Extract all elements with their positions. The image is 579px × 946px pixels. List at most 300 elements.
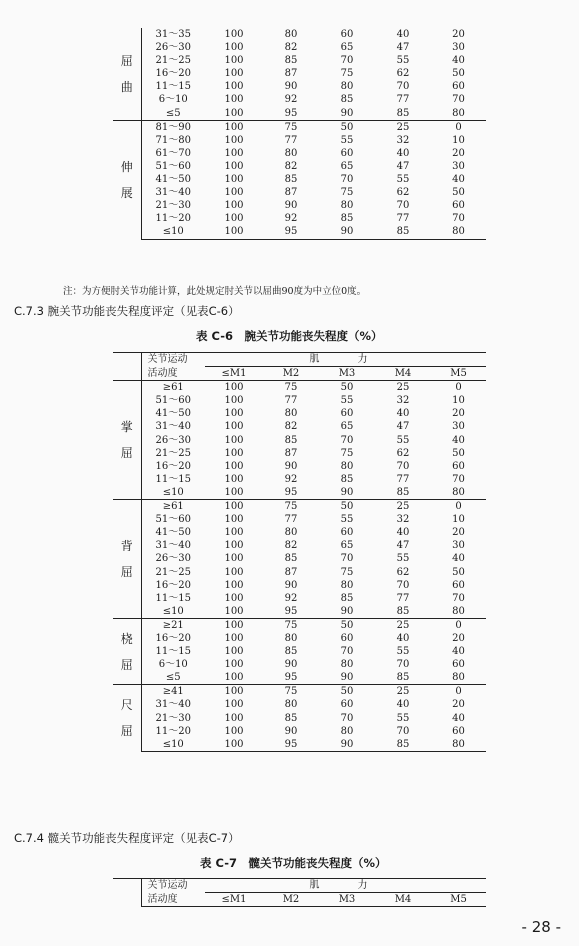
value-cell: 82 [284,42,298,54]
value-cell: 47 [396,540,410,552]
value-cell: 80 [452,605,465,617]
table-row [113,592,486,605]
value-cell: 80 [340,81,354,93]
value-cell: 100 [224,473,244,485]
value-cell: 90 [319,225,375,239]
value-cell: 10 [452,395,465,407]
value-cell: 85 [396,605,410,617]
value-cell: 85 [396,107,410,119]
value-cell: 47 [396,42,410,54]
value-cell: 85 [396,672,410,684]
page-number: - 28 - [521,918,561,936]
value-cell: 47 [396,421,410,433]
range-cell: ≤10 [141,225,205,239]
range-cell: 26～30 [155,42,191,54]
value-cell: 85 [340,94,354,106]
value-cell: 80 [340,659,354,671]
group-label [113,120,141,239]
value-cell: 70 [396,725,410,737]
range-cell: ≤10 [162,605,184,617]
value-cell: 50 [319,685,375,699]
value-cell: 70 [396,659,410,671]
value-cell: 10 [452,134,465,146]
value-cell: 77 [396,94,410,106]
table-row [113,54,486,67]
value-cell: 70 [452,213,465,225]
range-cell: 41～50 [155,527,191,539]
table-row [113,526,486,539]
range-of-motion-label: 活动度 [141,893,205,907]
value-cell: 62 [396,187,410,199]
value-cell: 100 [224,134,244,146]
value-cell: 80 [452,486,465,498]
range-cell: 81～90 [141,120,205,134]
group-label-char: 伸 [120,159,133,174]
col-header: M5 [431,893,486,907]
value-cell: 85 [375,738,431,752]
table-row [113,120,486,134]
value-cell: 60 [340,527,354,539]
value-cell: 80 [284,527,298,539]
table-row [113,486,486,500]
value-cell: 75 [340,68,354,80]
range-cell: 16～20 [155,68,191,80]
group-label [113,500,141,619]
value-cell: 55 [396,174,410,186]
value-cell: 100 [205,225,263,239]
value-cell: 100 [224,107,244,119]
value-cell: 60 [452,725,465,737]
range-cell: 16～20 [155,632,191,644]
value-cell: 55 [396,553,410,565]
table-header-row [113,367,486,381]
table-row [113,473,486,486]
value-cell: 60 [452,200,465,212]
group-label-char: 展 [120,185,133,200]
range-cell: 71～80 [155,134,191,146]
table-row [113,712,486,725]
range-cell: 11～15 [155,646,191,658]
table-row [113,552,486,565]
value-cell: 100 [224,699,244,711]
value-cell: 90 [340,605,354,617]
muscle-strength-label: 肌 力 [205,353,486,367]
table-header-row [113,893,486,907]
value-cell: 90 [284,725,298,737]
value-cell: 90 [340,107,354,119]
value-cell: 90 [284,81,298,93]
value-cell: 60 [340,699,354,711]
col-header: ≤M1 [205,893,263,907]
value-cell: 20 [452,147,465,159]
value-cell: 70 [452,94,465,106]
range-cell: ≤10 [141,738,205,752]
value-cell: 65 [340,42,354,54]
table-row [113,618,486,632]
table-row [113,685,486,699]
value-cell: 40 [396,147,410,159]
value-cell: 0 [431,381,486,395]
group-label-char: 屈 [120,446,133,461]
value-cell: 55 [396,712,410,724]
value-cell: 100 [224,592,244,604]
value-cell: 100 [224,147,244,159]
value-cell: 10 [452,514,465,526]
value-cell: 40 [396,632,410,644]
value-cell: 25 [375,685,431,699]
table-row [113,460,486,473]
value-cell: 20 [452,632,465,644]
range-cell: 11～20 [155,213,191,225]
value-cell: 70 [396,200,410,212]
table-row [113,225,486,239]
value-cell: 75 [263,685,319,699]
value-cell: 60 [340,408,354,420]
table-row [113,500,486,514]
value-cell: 87 [284,187,298,199]
range-cell: 41～50 [155,408,191,420]
value-cell: 77 [284,134,298,146]
range-cell: 51～60 [155,514,191,526]
table-row [113,28,486,41]
value-cell: 32 [396,514,410,526]
value-cell: 85 [284,553,298,565]
value-cell: 85 [284,646,298,658]
value-cell: 100 [224,579,244,591]
hip-function-table [113,878,486,907]
table-row [113,566,486,579]
range-cell: 21～25 [155,447,191,459]
range-cell: 31～40 [155,699,191,711]
table-row [113,658,486,671]
value-cell: 40 [452,712,465,724]
range-cell: 11～20 [155,725,191,737]
value-cell: 77 [284,514,298,526]
table-row [113,605,486,619]
value-cell: 60 [452,460,465,472]
table-row [113,420,486,433]
range-cell: ≤10 [162,486,184,498]
value-cell: 70 [396,81,410,93]
value-cell: 20 [452,408,465,420]
value-cell: 100 [224,421,244,433]
table-row [113,160,486,173]
value-cell: 100 [224,174,244,186]
value-cell: 80 [452,672,465,684]
value-cell: 100 [224,712,244,724]
value-cell: 100 [224,213,244,225]
value-cell: 55 [340,134,354,146]
value-cell: 0 [431,618,486,632]
value-cell: 100 [224,29,244,40]
value-cell: 100 [224,42,244,54]
value-cell: 47 [396,160,410,172]
value-cell: 100 [224,725,244,737]
table-row [113,381,486,395]
value-cell: 50 [319,618,375,632]
value-cell: 60 [340,147,354,159]
value-cell: 77 [396,592,410,604]
value-cell: 95 [284,486,298,498]
value-cell: 50 [452,447,465,459]
table-row [113,698,486,711]
value-cell: 50 [319,500,375,514]
value-cell: 100 [224,187,244,199]
value-cell: 80 [340,460,354,472]
group-label [113,685,141,751]
value-cell: 90 [340,486,354,498]
group-label [113,28,141,120]
value-cell: 65 [340,540,354,552]
range-cell: ≥61 [141,500,205,514]
table-row [113,579,486,592]
value-cell: 100 [205,120,263,134]
value-cell: 70 [396,460,410,472]
value-cell: 80 [431,225,486,239]
group-label-char: 尺 [120,698,133,713]
table-row [113,199,486,212]
value-cell: 90 [340,672,354,684]
value-cell: 25 [375,120,431,134]
table-row [113,107,486,121]
value-cell: 85 [284,174,298,186]
value-cell: 85 [340,592,354,604]
value-cell: 40 [396,699,410,711]
range-cell: 51～60 [155,160,191,172]
value-cell: 25 [375,381,431,395]
group-label-text [115,692,139,744]
value-cell: 87 [284,566,298,578]
range-cell: 21～25 [155,55,191,67]
value-cell: 62 [396,566,410,578]
group-label [113,381,141,500]
range-cell: ≤5 [165,672,181,684]
group-label-char: 背 [120,538,133,553]
table-row [113,93,486,106]
group-label [113,618,141,684]
value-cell: 62 [396,68,410,80]
value-cell: 40 [452,434,465,446]
value-cell: 20 [452,527,465,539]
group-label-text [115,626,139,678]
value-cell: 100 [224,605,244,617]
value-cell: 77 [284,395,298,407]
table-row [113,134,486,147]
value-cell: 100 [224,672,244,684]
range-cell: 31～40 [155,421,191,433]
group-label-char: 屈 [120,724,133,739]
value-cell: 60 [452,659,465,671]
value-cell: 100 [224,659,244,671]
range-cell: 61～70 [155,147,191,159]
value-cell: 95 [263,738,319,752]
wrist-function-table [113,352,486,752]
value-cell: 100 [224,553,244,565]
value-cell: 95 [284,672,298,684]
value-cell: 85 [284,434,298,446]
value-cell: 82 [284,160,298,172]
table-row [113,80,486,93]
value-cell: 80 [340,579,354,591]
value-cell: 70 [340,55,354,67]
value-cell: 80 [340,200,354,212]
joint-motion-label: 关节运动 [141,353,205,367]
joint-motion-label: 关节运动 [141,879,205,893]
range-cell: 41～50 [155,174,191,186]
value-cell: 30 [452,540,465,552]
value-cell: 75 [263,381,319,395]
value-cell: 100 [224,514,244,526]
value-cell: 77 [396,473,410,485]
range-cell: 16～20 [155,579,191,591]
range-cell: ≥21 [141,618,205,632]
value-cell: 50 [452,566,465,578]
value-cell: 90 [284,579,298,591]
value-cell: 75 [340,566,354,578]
value-cell: 20 [452,699,465,711]
value-cell: 85 [396,486,410,498]
value-cell: 100 [224,447,244,459]
value-cell: 0 [431,500,486,514]
value-cell: 87 [284,68,298,80]
elbow-function-table [113,28,486,240]
value-cell: 60 [452,81,465,93]
value-cell: 30 [452,160,465,172]
muscle-strength-label: 肌 力 [205,879,486,893]
value-cell: 77 [396,213,410,225]
value-cell: 92 [284,94,298,106]
value-cell: 100 [224,68,244,80]
value-cell: 32 [396,395,410,407]
value-cell: 90 [319,738,375,752]
value-cell: 100 [205,381,263,395]
value-cell: 100 [224,81,244,93]
value-cell: 85 [284,712,298,724]
value-cell: 100 [224,434,244,446]
value-cell: 90 [284,659,298,671]
range-cell: ≤5 [165,107,181,119]
elbow-table-note: 注：为方便肘关节功能计算，此处规定肘关节以屈曲90度为中立位0度。 [63,286,367,297]
value-cell: 75 [340,447,354,459]
range-cell: 31～35 [155,29,191,40]
value-cell: 92 [284,592,298,604]
table-c6-caption: 表 C-6 腕关节功能丧失程度（%） [196,329,383,343]
value-cell: 70 [452,592,465,604]
value-cell: 100 [205,738,263,752]
value-cell: 100 [224,395,244,407]
value-cell: 100 [224,200,244,212]
table-row [113,394,486,407]
range-cell: 31～40 [155,187,191,199]
value-cell: 50 [452,68,465,80]
value-cell: 75 [263,500,319,514]
value-cell: 25 [375,618,431,632]
value-cell: 90 [284,200,298,212]
value-cell: 85 [340,473,354,485]
col-header: M3 [338,368,356,380]
value-cell: 100 [224,94,244,106]
value-cell: 82 [284,421,298,433]
value-cell: 100 [224,460,244,472]
value-cell: 62 [396,447,410,459]
value-cell: 40 [396,527,410,539]
table-row [113,147,486,160]
range-cell: 11～15 [155,592,191,604]
group-label-char: 桡 [120,631,133,646]
range-cell: 21～25 [155,566,191,578]
col-header: M2 [282,368,300,380]
value-cell: 80 [284,147,298,159]
value-cell: 95 [284,605,298,617]
range-cell: 26～30 [155,553,191,565]
table-row [113,645,486,658]
table-row [113,173,486,186]
table-row [113,738,486,752]
value-cell: 85 [340,213,354,225]
col-header: M4 [375,893,431,907]
group-label-text [115,533,139,585]
value-cell: 80 [284,632,298,644]
range-cell: 51～60 [155,395,191,407]
value-cell: 87 [284,447,298,459]
value-cell: 80 [284,408,298,420]
group-label-char: 屈 [120,53,133,68]
value-cell: 92 [284,473,298,485]
value-cell: 70 [340,174,354,186]
value-cell: 50 [319,381,375,395]
value-cell: 95 [263,225,319,239]
section-heading-c74: C.7.4 髋关节功能丧失程度评定（见表C-7） [14,831,240,845]
value-cell: 70 [340,553,354,565]
value-cell: 65 [340,421,354,433]
value-cell: 40 [396,29,410,40]
value-cell: 20 [452,29,465,40]
table-row [113,725,486,738]
range-cell: 26～30 [155,434,191,446]
range-cell: 31～40 [155,540,191,552]
col-header: ≤M1 [221,368,247,380]
value-cell: 60 [340,29,354,40]
value-cell: 100 [224,160,244,172]
table-row [113,671,486,685]
range-cell: 6～10 [158,94,188,106]
value-cell: 100 [224,408,244,420]
value-cell: 40 [396,408,410,420]
value-cell: 55 [396,55,410,67]
section-heading-c73: C.7.3 腕关节功能丧失程度评定（见表C-6） [14,304,240,318]
table-row [113,539,486,552]
range-cell: ≥41 [141,685,205,699]
col-header: M4 [394,368,412,380]
value-cell: 85 [375,225,431,239]
col-header: M5 [450,368,467,380]
value-cell: 70 [452,473,465,485]
value-cell: 100 [224,55,244,67]
value-cell: 30 [452,42,465,54]
value-cell: 40 [452,174,465,186]
value-cell: 80 [431,738,486,752]
table-row [113,513,486,526]
table-c7-caption: 表 C-7 髋关节功能丧失程度（%） [200,856,387,870]
value-cell: 0 [431,120,486,134]
range-cell: 11～15 [155,81,191,93]
value-cell: 55 [396,434,410,446]
value-cell: 100 [224,566,244,578]
table-row [113,67,486,80]
value-cell: 55 [340,514,354,526]
table-row [113,407,486,420]
col-header: M2 [263,893,319,907]
